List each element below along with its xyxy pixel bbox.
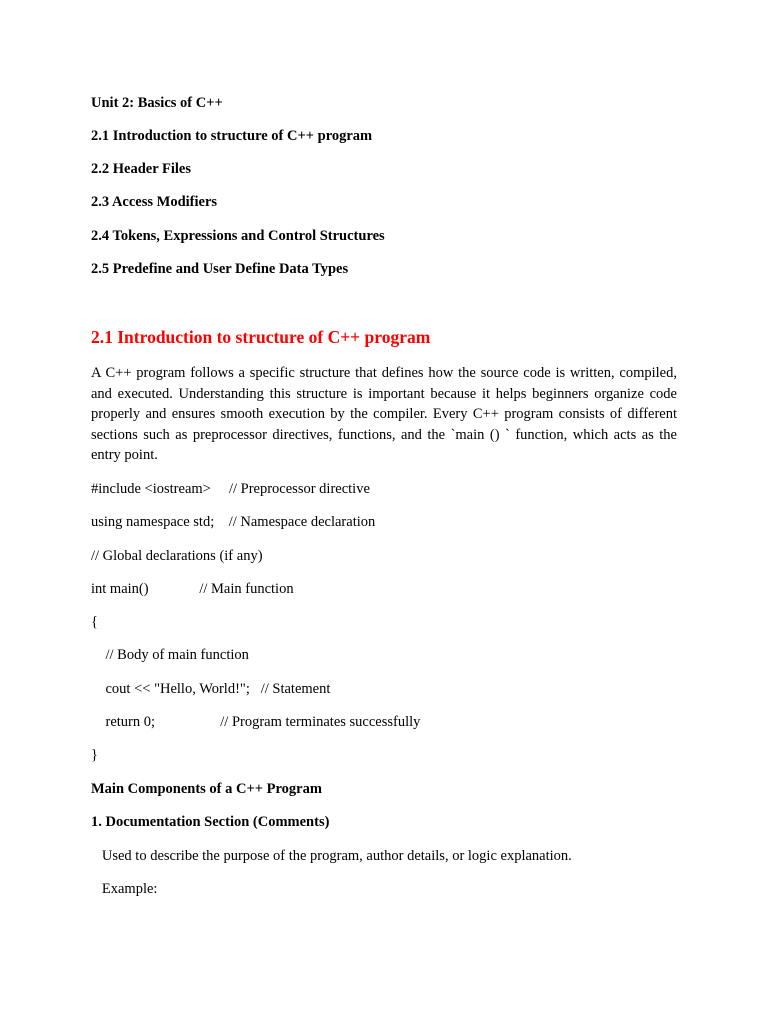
intro-paragraph: A C++ program follows a specific structure that defines how the source code is written, compiled, and executed. Understanding this structure is important because it helps beginners organize code properly and ensures smooth execution by the compiler. Every C++ program consists of different sections such as preprocessor directives, functions, and the `main () ` function, which acts as the entry point. (91, 365, 677, 464)
components-title: Main Components of a C++ Program (91, 781, 322, 797)
code-line-open-brace: { (91, 614, 98, 630)
code-line-include: #include <iostream> // Preprocessor directive (91, 481, 370, 497)
code-line-cout: cout << "Hello, World!"; // Statement (91, 681, 331, 697)
toc-item-2-2: 2.2 Header Files (91, 161, 192, 177)
unit-title: Unit 2: Basics of C++ (91, 95, 223, 111)
toc-item-2-5: 2.5 Predefine and User Define Data Types (91, 261, 349, 277)
code-line-return: return 0; // Program terminates successfully (91, 714, 421, 730)
code-line-close-brace: } (91, 747, 98, 763)
component-1-example-label: Example: (91, 881, 158, 897)
code-line-main: int main() // Main function (91, 581, 294, 597)
toc-item-2-1: 2.1 Introduction to structure of C++ program (91, 128, 373, 144)
code-line-body-comment: // Body of main function (91, 647, 249, 663)
component-1-title: 1. Documentation Section (Comments) (91, 814, 330, 830)
code-line-global: // Global declarations (if any) (91, 548, 263, 564)
code-line-namespace: using namespace std; // Namespace declaration (91, 514, 376, 530)
toc-item-2-4: 2.4 Tokens, Expressions and Control Structures (91, 228, 385, 244)
component-1-description: Used to describe the purpose of the program, author details, or logic explanation. (91, 848, 572, 864)
toc-item-2-3: 2.3 Access Modifiers (91, 194, 218, 210)
section-heading: 2.1 Introduction to structure of C++ program (91, 327, 431, 347)
